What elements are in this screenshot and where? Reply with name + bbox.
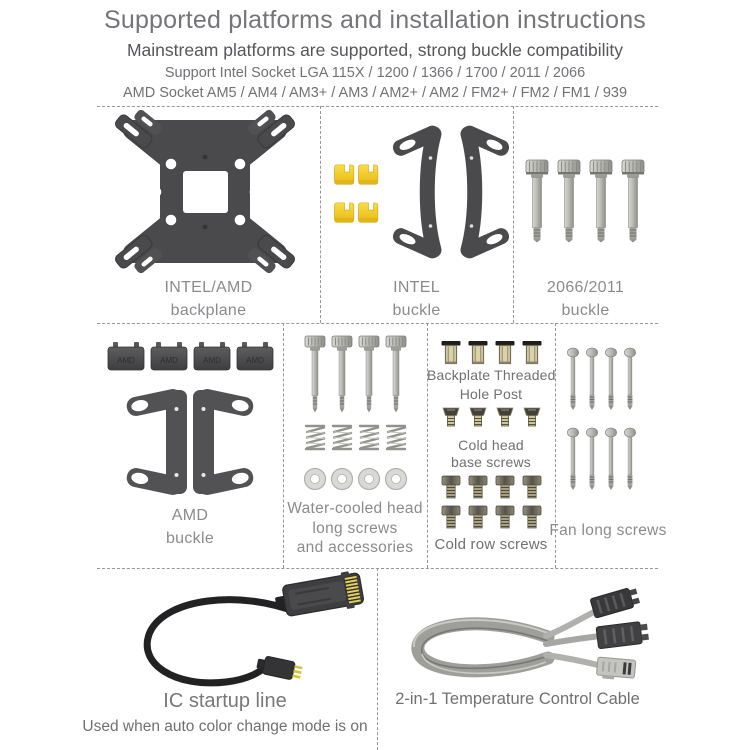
backplane-center-hole <box>183 171 228 213</box>
water-head-screws-icon <box>288 334 413 494</box>
page-subtitle: Mainstream platforms are supported, strong buckle compatibility <box>126 40 624 60</box>
temp-cable-icon <box>398 592 648 687</box>
page-title: Supported platforms and installation instructions <box>103 6 647 34</box>
socket-2066-screws-icon <box>520 158 650 248</box>
temp-cable-label: 2-in-1 Temperature Control Cable <box>395 690 640 708</box>
fan-connector-2-icon <box>596 621 649 649</box>
yellow-clips-icon <box>334 165 377 222</box>
amd-bracket-left <box>125 387 187 496</box>
springs-icon <box>306 426 405 449</box>
backplane-label: INTEL/AMD backplane <box>164 279 253 319</box>
pwm-connector-icon <box>596 657 636 681</box>
ic-startup-line-note: Used when auto color change mode is on <box>82 718 368 735</box>
ic-startup-line-icon <box>100 576 360 688</box>
water-head-screws-label: Water-cooled head long screws and accessories <box>287 500 423 556</box>
amd-buckle-label: AMD buckle <box>165 507 215 547</box>
backplate-posts-icon <box>437 340 545 366</box>
cable-ribbon <box>414 620 548 673</box>
fan-screws-icon <box>554 344 658 494</box>
cable-branches <box>546 612 602 666</box>
amd-buckle-icon <box>100 340 280 500</box>
cold-row-label: Cold row screws <box>434 536 548 553</box>
page: AMD Supported platforms and installation instructions Mainstream platforms are supported, strong buckle compatibility Support Intel Socket LGA 115X / 1200 / 1366 / 1700 / 2011 / 2066 AMD Socket AM5 / AM4 / AM3+ / AM3 / AM2+ / AM2 / FM2+ / FM2 / FM1 / 939 INTEL/AMD backplane INTEL buckle 2066/2011 buckle AMD buckle Water-cooled head long screws and accessories Backplate Threaded Hole Post Cold head base screws Cold row screws Fan long screws IC startup line Used when auto color change mode is on 2-in-1 Temperature Control Cable <box>0 0 750 750</box>
grid-hline-mid <box>97 323 658 324</box>
cold-head-screws-icon <box>437 406 545 428</box>
intel-buckle-icon <box>328 113 514 271</box>
backplane-icon <box>105 114 305 269</box>
long-screws-icon <box>305 336 406 413</box>
washers-icon <box>305 469 407 490</box>
intel-buckle-label: INTEL buckle <box>392 279 441 319</box>
intel-support-line: Support Intel Socket LGA 115X / 1200 / 1366 / 1700 / 2011 / 2066 <box>164 65 586 81</box>
intel-bracket-left <box>391 123 443 260</box>
ic-startup-line-label: IC startup line <box>163 690 287 712</box>
rgb-connector-icon <box>255 655 303 682</box>
fan-screws-label: Fan long screws <box>549 522 667 539</box>
intel-bracket-right <box>459 123 511 260</box>
fan-connector-1-icon <box>590 586 641 618</box>
amd-clips-icon <box>108 342 273 370</box>
amd-bracket-right <box>193 387 255 496</box>
sata-connector-icon <box>273 570 365 622</box>
grid-hline-top <box>97 106 658 107</box>
cold-head-label: Cold head base screws <box>450 437 531 470</box>
backplate-post-label: Backplate Threaded Hole Post <box>427 367 556 402</box>
cold-row-screws-icon <box>437 474 545 532</box>
socket-2066-label: 2066/2011 buckle <box>546 279 625 319</box>
amd-support-line: AMD Socket AM5 / AM4 / AM3+ / AM3 / AM2+ / AM2 / FM2+ / FM2 / FM1 / 939 <box>122 85 628 101</box>
